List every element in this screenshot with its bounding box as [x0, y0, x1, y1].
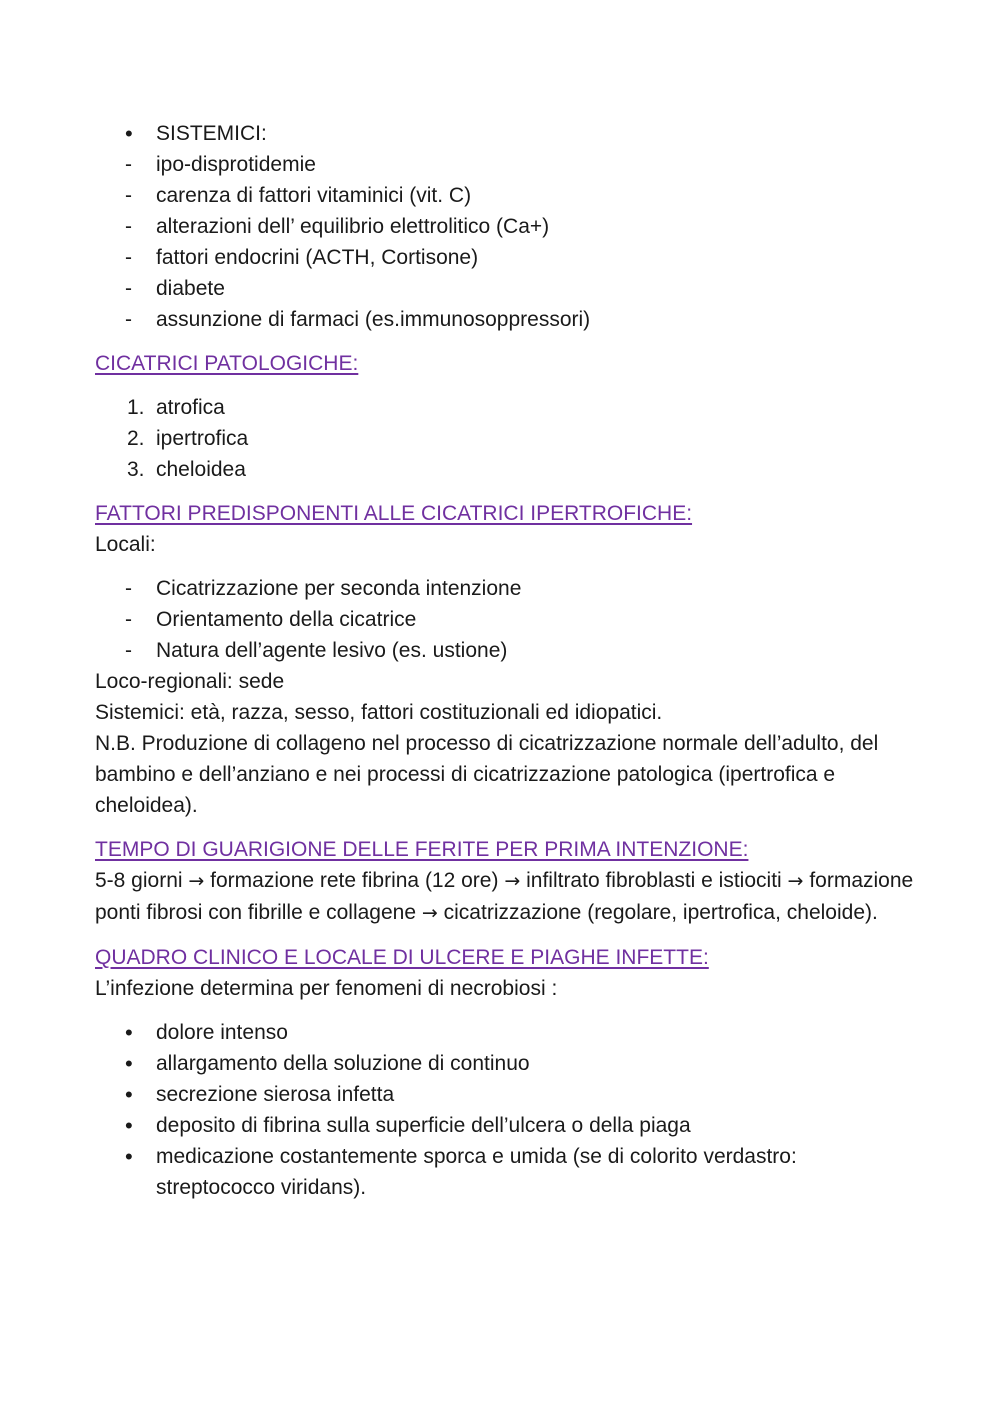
list-item — [95, 635, 915, 666]
sistemici-text: Sistemici: età, razza, sesso, fattori costituzionali ed idiopatici. — [95, 701, 663, 724]
cicatrici-list — [95, 392, 915, 485]
list-number: 1. — [127, 396, 145, 419]
sistemici-title: SISTEMICI: — [156, 122, 267, 145]
list-item-text: Natura dell’agente lesivo (es. ustione) — [156, 639, 508, 662]
list-item — [95, 211, 915, 242]
dash-icon: - — [125, 577, 132, 600]
list-item-text: dolore intenso — [156, 1021, 288, 1044]
nb-paragraph: N.B. Produzione di collageno nel processo di cicatrizzazione normale dell’adulto, del bambino e dell’anziano e nei processi di cicatrizzazione patologica (ipertrofica e cheloidea). — [95, 732, 879, 817]
list-item-text: atrofica — [156, 396, 225, 419]
list-item — [95, 1048, 915, 1079]
list-item — [95, 573, 915, 604]
list-item-text: ipertrofica — [156, 427, 249, 450]
tempo-step: infiltrato fibroblasti e istiociti — [526, 869, 782, 892]
dash-icon: - — [125, 308, 132, 331]
tempo-step: formazione ponti fibrosi con fibrille e collagene — [95, 869, 914, 924]
list-item-text: secrezione sierosa infetta — [156, 1083, 395, 1106]
bullet-icon: • — [125, 1113, 133, 1138]
bullet-icon: • — [125, 1051, 133, 1076]
list-item — [95, 1079, 915, 1110]
bullet-icon: • — [125, 1144, 133, 1169]
list-item — [95, 1110, 915, 1141]
list-item — [95, 392, 915, 423]
locali-list — [95, 573, 915, 666]
list-item — [95, 180, 915, 211]
arrow-right-icon: → — [504, 870, 521, 892]
tempo-step: cicatrizzazione (regolare, ipertrofica, cheloide). — [443, 901, 878, 924]
bullet-icon: • — [125, 121, 133, 146]
dash-icon: - — [125, 639, 132, 662]
sistemici-list — [95, 118, 915, 335]
list-item-text: diabete — [156, 277, 225, 300]
list-item-text: fattori endocrini (ACTH, Cortisone) — [156, 246, 479, 269]
list-item-text: carenza di fattori vitaminici (vit. C) — [156, 184, 472, 207]
list-number: 3. — [127, 458, 145, 481]
loco-regionali-text: Loco-regionali: sede — [95, 670, 285, 693]
list-item — [95, 304, 915, 335]
dash-icon: - — [125, 153, 132, 176]
dash-icon: - — [125, 608, 132, 631]
tempo-heading: TEMPO DI GUARIGIONE DELLE FERITE PER PRIMA INTENZIONE: — [95, 838, 749, 861]
list-item — [95, 118, 915, 149]
cicatrici-heading: CICATRICI PATOLOGICHE: — [95, 352, 359, 375]
dash-icon: - — [125, 184, 132, 207]
list-item-text: Cicatrizzazione per seconda intenzione — [156, 577, 522, 600]
list-item — [95, 242, 915, 273]
list-item-text: assunzione di farmaci (es.immunosoppressori) — [156, 308, 591, 331]
list-item — [95, 149, 915, 180]
list-item — [95, 1017, 915, 1048]
dash-icon: - — [125, 215, 132, 238]
arrow-right-icon: → — [787, 870, 804, 892]
arrow-right-icon: → — [421, 902, 438, 924]
bullet-icon: • — [125, 1020, 133, 1045]
quadro-list — [95, 1017, 915, 1203]
list-item-text: alterazioni dell’ equilibrio elettrolitico (Ca+) — [156, 215, 550, 238]
list-item-text: Orientamento della cicatrice — [156, 608, 417, 631]
quadro-heading: QUADRO CLINICO E LOCALE DI ULCERE E PIAGHE INFETTE: — [95, 946, 709, 969]
list-item — [95, 604, 915, 635]
tempo-paragraph — [95, 865, 915, 929]
list-item-text: allargamento della soluzione di continuo — [156, 1052, 530, 1075]
bullet-icon: • — [125, 1082, 133, 1107]
list-item — [95, 1141, 915, 1203]
list-item-text: cheloidea — [156, 458, 246, 481]
tempo-step: formazione rete fibrina (12 ore) — [210, 869, 499, 892]
list-number: 2. — [127, 427, 145, 450]
list-item-text: deposito di fibrina sulla superficie dell’ulcera o della piaga — [156, 1114, 691, 1137]
fattori-heading: FATTORI PREDISPONENTI ALLE CICATRICI IPERTROFICHE: — [95, 502, 693, 525]
arrow-right-icon: → — [188, 870, 205, 892]
list-item — [95, 423, 915, 454]
list-item — [95, 273, 915, 304]
quadro-intro: L’infezione determina per fenomeni di necrobiosi : — [95, 977, 558, 1000]
list-item-text: ipo-disprotidemie — [156, 153, 316, 176]
dash-icon: - — [125, 277, 132, 300]
list-item-text: medicazione costantemente sporca e umida (se di colorito verdastro: streptococco viridans). — [156, 1145, 797, 1199]
tempo-step: 5-8 giorni — [95, 869, 183, 892]
page-content — [95, 118, 915, 1203]
locali-label: Locali: — [95, 533, 156, 556]
dash-icon: - — [125, 246, 132, 269]
list-item — [95, 454, 915, 485]
